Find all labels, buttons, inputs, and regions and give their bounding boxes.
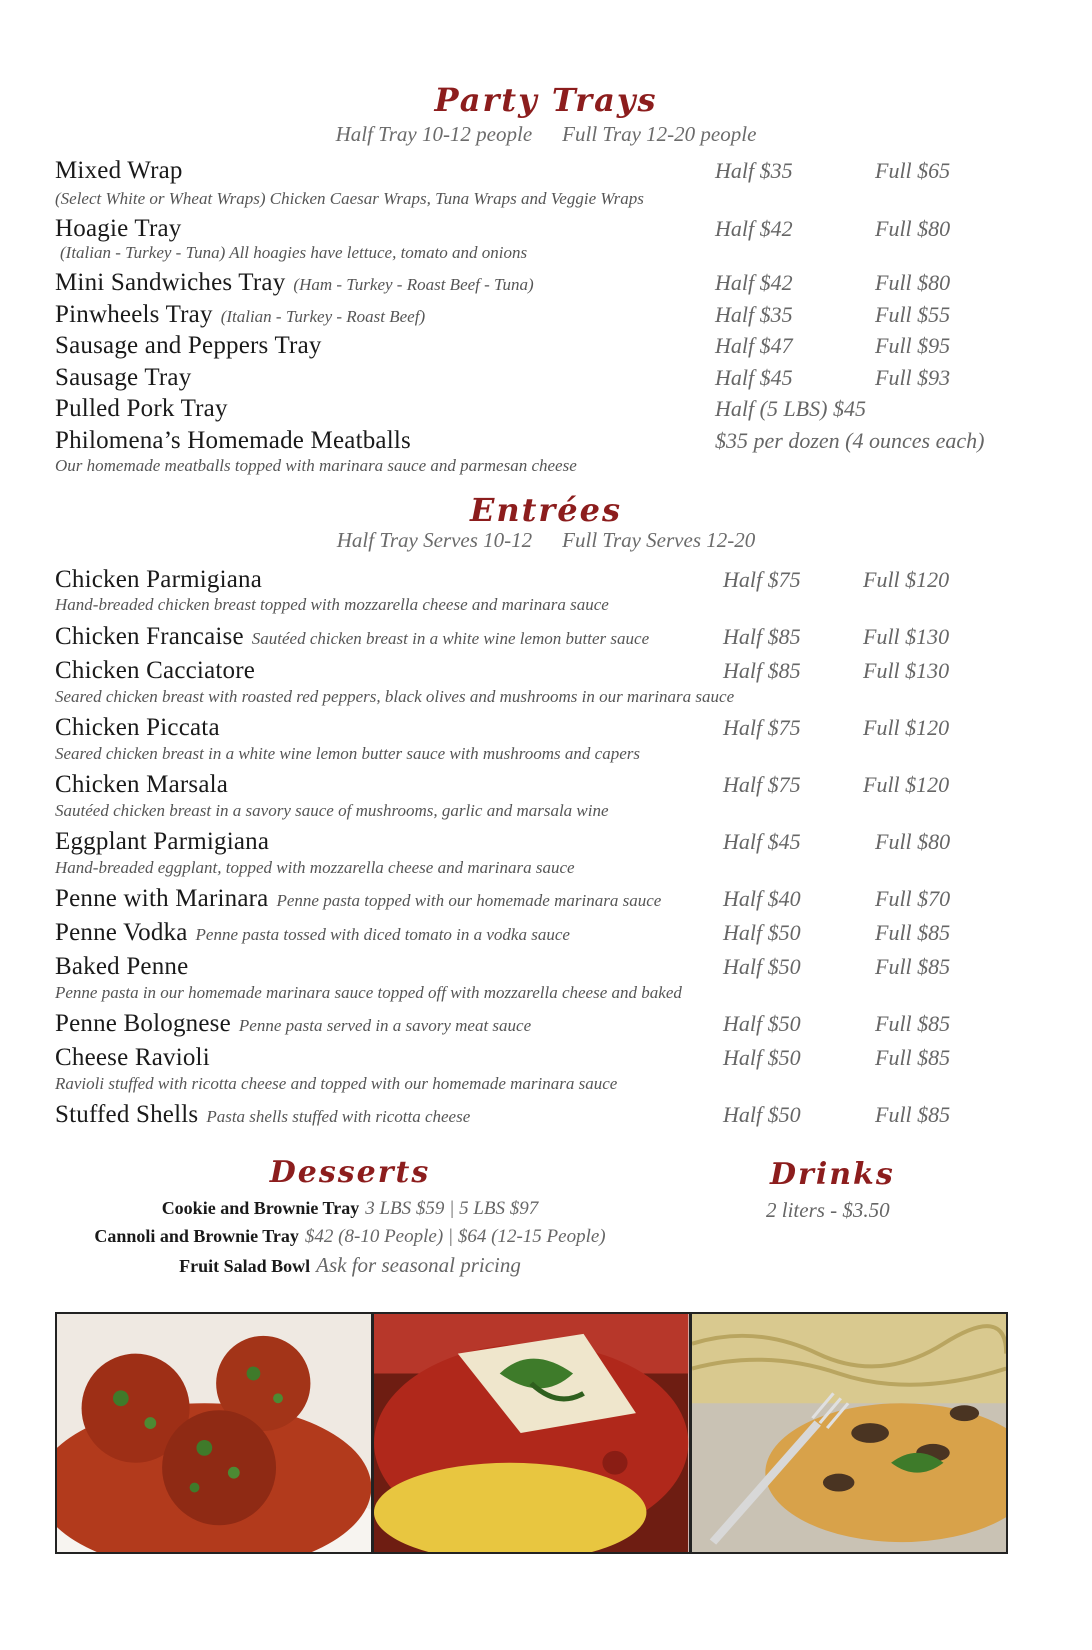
item-description: Hand-breaded chicken breast topped with mozzarella cheese and marinara sauce (55, 595, 609, 614)
dessert-name: Fruit Salad Bowl (179, 1256, 311, 1276)
dessert-item (0, 1255, 700, 1276)
menu-item (55, 715, 220, 740)
menu-item (55, 1102, 470, 1127)
full-price: Full $130 (863, 658, 950, 683)
half-tray-note: Half Tray 10-12 people (335, 122, 533, 146)
item-inline-description: Pasta shells stuffed with ricotta cheese (206, 1107, 471, 1126)
full-price: Full $130 (863, 624, 950, 649)
dessert-price: 3 LBS $59 | 5 LBS $97 (365, 1198, 539, 1219)
item-name: Chicken Marsala (55, 771, 229, 798)
full-price: Full $80 (875, 829, 951, 854)
menu-item (55, 216, 182, 241)
half-price: Half $50 (723, 1102, 801, 1127)
half-price: Half $35 (715, 302, 793, 327)
food-photo-strip (55, 1312, 1008, 1554)
full-price: Full $80 (875, 270, 951, 295)
item-description: Sautéed chicken breast in a savory sauce of mushrooms, garlic and marsala wine (55, 801, 609, 820)
full-price: Full $85 (875, 954, 951, 979)
menu-item (55, 829, 269, 854)
item-name: Chicken Parmigiana (55, 566, 263, 593)
half-price: Half $42 (715, 270, 793, 295)
item-name: Pulled Pork Tray (55, 395, 228, 422)
item-description: (Select White or Wheat Wraps) Chicken Caesar Wraps, Tuna Wraps and Veggie Wraps (55, 189, 644, 208)
menu-item (55, 567, 262, 592)
item-name: Penne Bolognese (55, 1010, 231, 1037)
half-price: Half $42 (715, 216, 793, 241)
item-description: Seared chicken breast with roasted red peppers, black olives and mushrooms in our marinara sauce (55, 687, 735, 706)
full-price: Full $85 (875, 1011, 951, 1036)
half-price: Half $50 (723, 920, 801, 945)
item-inline-description: (Ham - Turkey - Roast Beef - Tuna) (293, 275, 534, 294)
item-name: Stuffed Shells (55, 1101, 199, 1128)
item-name: Philomena’s Homemade Meatballs (55, 427, 411, 454)
item-name: Baked Penne (55, 953, 189, 980)
menu-item (55, 428, 411, 453)
full-price: Full $95 (875, 333, 951, 358)
item-name: Mini Sandwiches Tray (55, 269, 286, 296)
item-name: Eggplant Parmigiana (55, 828, 270, 855)
menu-item (55, 954, 188, 979)
drinks-price: 2 liters - $3.50 (766, 1198, 890, 1222)
item-name: Cheese Ravioli (55, 1044, 210, 1071)
full-price: Full $93 (875, 365, 951, 390)
party-trays-heading: Party Trays (434, 81, 658, 119)
item-inline-description: Penne pasta served in a savory meat sauce (238, 1016, 532, 1035)
full-price: Full $70 (875, 886, 951, 911)
dessert-name: Cannoli and Brownie Tray (94, 1226, 299, 1246)
half-price: Half $45 (715, 365, 793, 390)
menu-item (55, 1045, 210, 1070)
full-price: Full $120 (863, 567, 950, 592)
full-tray-note: Full Tray Serves 12-20 (562, 528, 756, 552)
menu-item (55, 365, 191, 390)
ravioli-photo (371, 1314, 688, 1552)
item-inline-description: (Italian - Turkey - Roast Beef) (220, 307, 426, 326)
menu-item (55, 333, 322, 358)
chicken-marsala-photo (689, 1314, 1006, 1552)
menu-item (55, 772, 228, 797)
menu-item (55, 270, 534, 295)
half-price: Half $75 (723, 567, 801, 592)
item-name: Chicken Piccata (55, 714, 220, 741)
half-price: Half $75 (723, 715, 801, 740)
item-inline-description: Penne pasta topped with our homemade marinara sauce (276, 891, 662, 910)
item-inline-description: Sautéed chicken breast in a white wine lemon butter sauce (251, 629, 650, 648)
item-description: Our homemade meatballs topped with marinara sauce and parmesan cheese (55, 456, 577, 475)
half-price: Half $85 (723, 624, 801, 649)
full-tray-note: Full Tray 12-20 people (562, 122, 757, 146)
menu-item (55, 158, 183, 183)
half-price: Half (5 LBS) $45 (715, 396, 866, 421)
item-inline-description: Penne pasta tossed with diced tomato in a vodka sauce (195, 925, 570, 944)
menu-item (55, 920, 570, 945)
full-price: Full $120 (863, 772, 950, 797)
half-price: Half $35 (715, 158, 793, 183)
desserts-heading: Desserts (269, 1155, 431, 1190)
item-name: Pinwheels Tray (55, 301, 213, 328)
half-price: Half $50 (723, 1045, 801, 1070)
item-description: Penne pasta in our homemade marinara sauce topped off with mozzarella cheese and baked (55, 983, 682, 1002)
dessert-price: Ask for seasonal pricing (316, 1253, 521, 1277)
meatballs-photo (57, 1314, 371, 1552)
dessert-item (0, 1199, 700, 1218)
full-price: Full $85 (875, 1102, 951, 1127)
item-name: Mixed Wrap (55, 157, 183, 184)
item-name: Penne Vodka (55, 919, 188, 946)
half-price: Half $75 (723, 772, 801, 797)
dessert-name: Cookie and Brownie Tray (161, 1198, 360, 1218)
menu-item (55, 624, 649, 649)
half-price: Half $85 (723, 658, 801, 683)
menu-item (55, 1011, 531, 1036)
item-description: (Italian - Turkey - Tuna) All hoagies have lettuce, tomato and onions (60, 243, 528, 262)
menu-item (55, 658, 255, 683)
item-description: Hand-breaded eggplant, topped with mozzarella cheese and marinara sauce (55, 858, 575, 877)
entrees-heading: Entrées (469, 491, 623, 529)
dessert-price: $42 (8-10 People) | $64 (12-15 People) (304, 1226, 606, 1247)
menu-item (55, 302, 425, 327)
menu-item (55, 396, 228, 421)
drinks-heading: Drinks (770, 1157, 895, 1192)
half-price: Half $50 (723, 954, 801, 979)
item-description: Seared chicken breast in a white wine lemon butter sauce with mushrooms and capers (55, 744, 640, 763)
entrees-subheading (0, 530, 1092, 551)
full-price: Full $85 (875, 1045, 951, 1070)
item-name: Hoagie Tray (55, 215, 182, 242)
menu-item (55, 886, 661, 911)
full-price: Full $80 (875, 216, 951, 241)
half-price: Half $40 (723, 886, 801, 911)
dessert-item (0, 1227, 700, 1246)
item-name: Penne with Marinara (55, 885, 269, 912)
full-price: Full $65 (875, 158, 951, 183)
item-name: Chicken Francaise (55, 623, 244, 650)
half-price: Half $47 (715, 333, 793, 358)
item-name: Sausage and Peppers Tray (55, 332, 322, 359)
item-name: Chicken Cacciatore (55, 657, 256, 684)
full-price: Full $55 (875, 302, 951, 327)
dozen-price: $35 per dozen (4 ounces each) (715, 428, 985, 453)
item-description: Ravioli stuffed with ricotta cheese and topped with our homemade marinara sauce (55, 1074, 618, 1093)
half-price: Half $45 (723, 829, 801, 854)
party-trays-subheading (0, 124, 1092, 145)
full-price: Full $85 (875, 920, 951, 945)
half-tray-note: Half Tray Serves 10-12 (336, 528, 533, 552)
full-price: Full $120 (863, 715, 950, 740)
item-name: Sausage Tray (55, 364, 192, 391)
half-price: Half $50 (723, 1011, 801, 1036)
